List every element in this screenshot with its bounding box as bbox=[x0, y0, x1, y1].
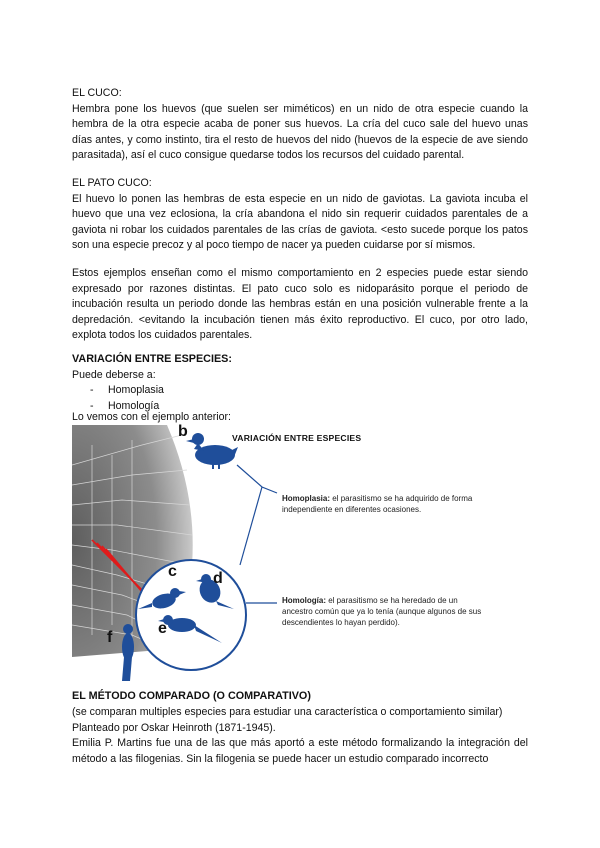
list-item bbox=[72, 383, 528, 399]
label-c: c bbox=[168, 563, 177, 580]
label-f: f bbox=[107, 629, 113, 646]
phylogeny-figure bbox=[72, 425, 528, 685]
variacion-outro: Lo vemos con el ejemplo anterior: bbox=[72, 411, 231, 423]
metodo-title: EL MÉTODO COMPARADO (O COMPARATIVO) bbox=[72, 690, 311, 702]
homoplasia-text: el parasitismo se ha adquirido de forma independiente en diferentes ocasiones. bbox=[282, 494, 473, 514]
pato-cuco-body: El huevo lo ponen las hembras de esta especie en un nido de gaviotas. La gaviota incuba el huevo que una vez eclosiona, la cría abandona el nido sin requerir cuidados parentales de a gaviota ni robar los cuidados parentales de las crías de gaviota. <esto sucede porque los patos son una especie precoz y al poco tiempo de nacer ya pueden cuidarse por sí mismos. bbox=[72, 192, 528, 252]
variacion-title: VARIACIÓN ENTRE ESPECIES: bbox=[72, 353, 232, 365]
metodo-body: Emilia P. Martins fue una de las que más aportó a este método formalizando la integración del método a las filogenias. Sin la filogenia se puede hacer un estudio comparado incorrecto bbox=[72, 737, 528, 765]
homologia-note bbox=[282, 595, 482, 628]
ejemplos-body: Estos ejemplos enseñan como el mismo comportamiento en 2 especies puede estar siendo expresado por razones distintas. El pato cuco solo es nidoparásito porque el periodo de incubación resulta un periodo donde las hembras están en una posición vulnerable frente a la depredación. <evitando la incubación tienen más éxito reproductivo. El cuco, por otro lado, explota todos los cuidados parentales. bbox=[72, 267, 528, 342]
list-bullet: - bbox=[90, 399, 94, 412]
list-item-label: Homoplasia bbox=[108, 384, 164, 397]
homology-circle bbox=[136, 560, 246, 670]
pato-cuco-title: EL PATO CUCO: bbox=[72, 177, 152, 189]
homoplasia-connector bbox=[237, 465, 277, 493]
phylogeny-illustration bbox=[72, 425, 528, 685]
variacion-intro: Puede deberse a: bbox=[72, 368, 156, 381]
figure-title: VARIACIÓN ENTRE ESPECIES bbox=[232, 433, 362, 443]
list-item-label: Homología bbox=[108, 399, 160, 412]
cuco-body: Hembra pone los huevos (que suelen ser miméticos) en un nido de otra especie cuando la hembra de la otra especie acaba de poner sus huevos. La cría del cuco sale del huevo unas días antes, y como instinto, tira el resto de huevos del nido (huevos de la especie de ave siendo parasitada), así el cuco consigue quedarse todos los recursos del cuidado parental. bbox=[72, 102, 528, 162]
metodo-line1: (se comparan multiples especies para estudiar una característica o comportamiento similar) bbox=[72, 706, 503, 718]
label-b: b bbox=[178, 423, 188, 440]
homoplasia-note bbox=[282, 493, 512, 515]
label-e: e bbox=[158, 620, 167, 637]
connector-line bbox=[240, 487, 262, 565]
cuco-title: EL CUCO: bbox=[72, 87, 122, 99]
homologia-text: el parasitismo se ha heredado de un ancestro común que ya lo tenía (aunque algunos de sus descendientes lo hayan perdido). bbox=[282, 596, 482, 627]
label-d: d bbox=[213, 570, 223, 587]
list-bullet: - bbox=[90, 384, 94, 397]
duck-silhouette bbox=[186, 433, 238, 469]
homoplasia-label: Homoplasia: bbox=[282, 494, 331, 503]
metodo-line2: Planteado por Oskar Heinroth (1871-1945). bbox=[72, 721, 276, 734]
homologia-label: Homología: bbox=[282, 596, 326, 605]
